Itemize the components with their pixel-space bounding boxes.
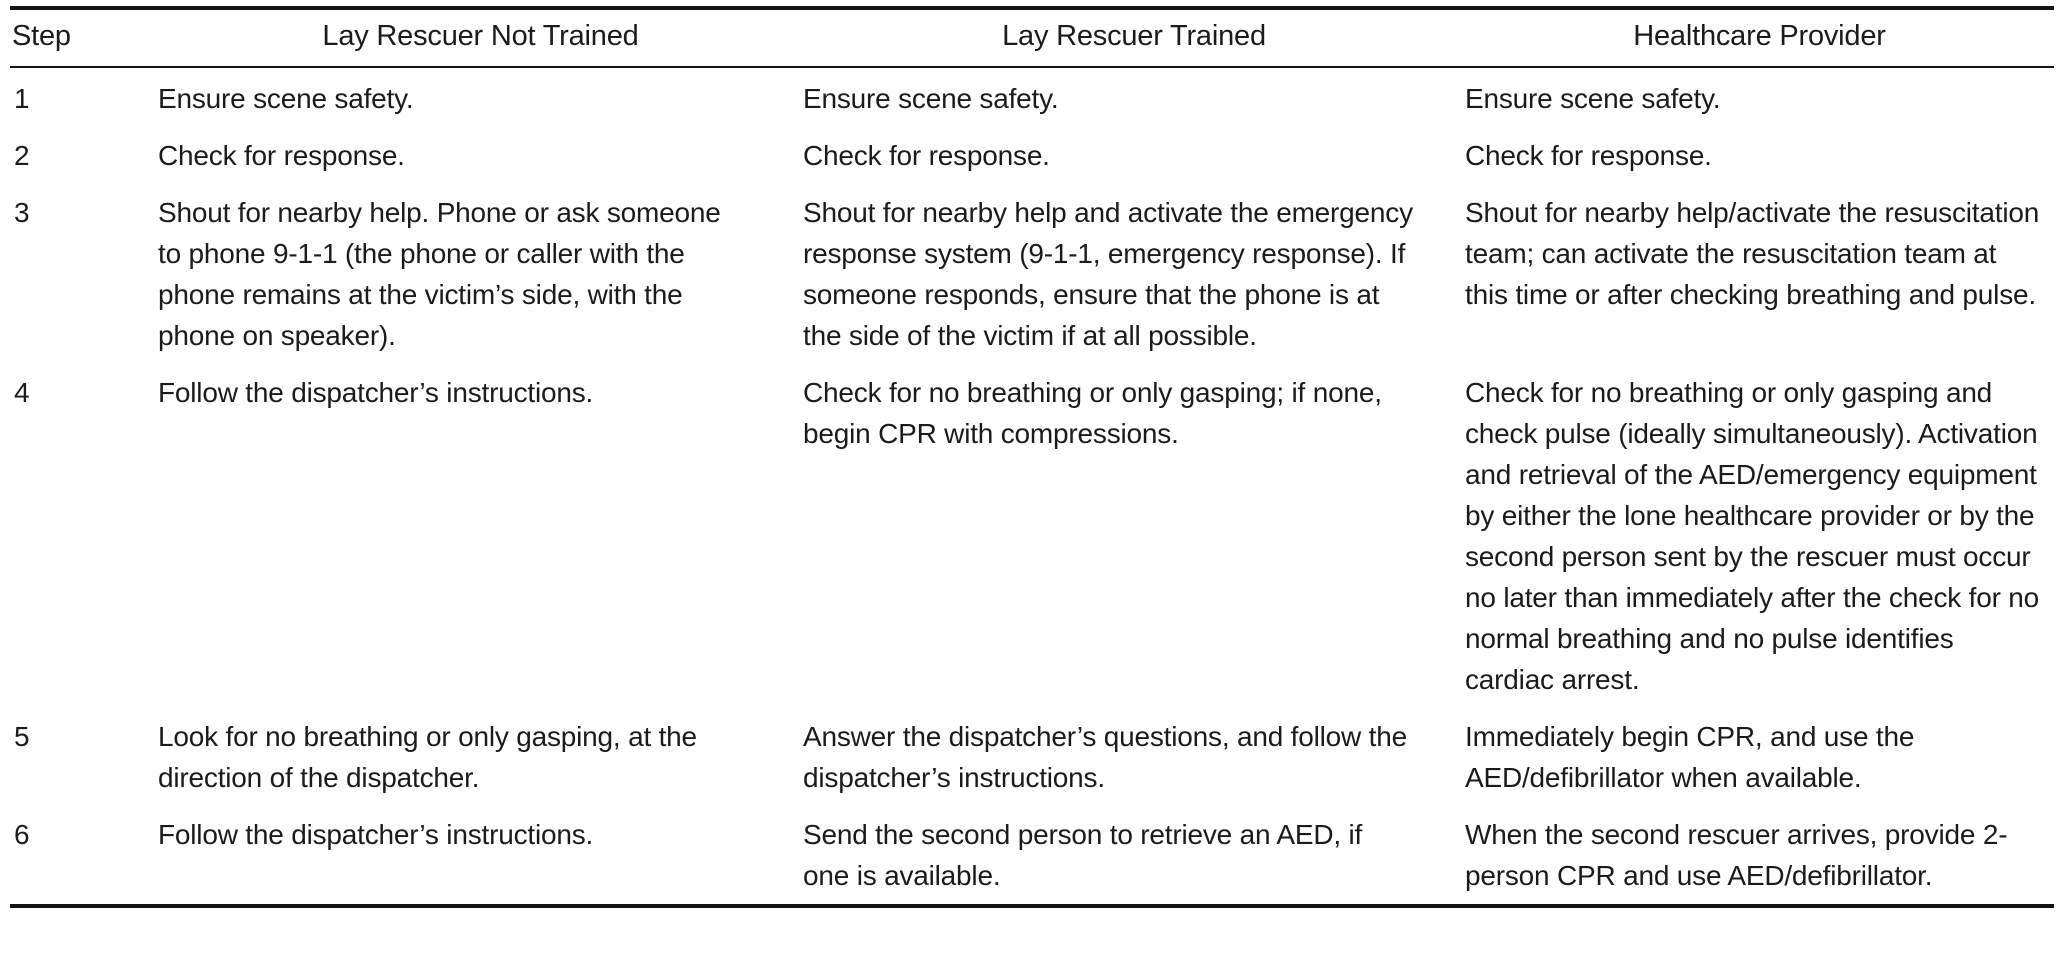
- cell-lay-rescuer-trained: Check for no breathing or only gasping; if none, begin CPR with compressions.: [803, 377, 1382, 449]
- table-row: [10, 67, 2054, 127]
- column-header-healthcare-provider: Healthcare Provider: [1465, 8, 2054, 67]
- step-number: 3: [14, 197, 30, 228]
- cpr-steps-table: [10, 6, 2054, 908]
- cell-healthcare-provider: Check for no breathing or only gasping and check pulse (ideally simultaneously). Activation and retrieval of the AED/emergency equipment by either the lone healthcare provider or by the second person sent by the rescuer must occur no later than immediately after the check for no normal breathing and no pulse identifies cardiac arrest.: [1465, 377, 2040, 695]
- cell-healthcare-provider: When the second rescuer arrives, provide 2-person CPR and use AED/defibrillator.: [1465, 819, 2008, 891]
- step-number: 2: [14, 140, 30, 171]
- step-number: 4: [14, 377, 30, 408]
- cell-lay-rescuer-not-trained: Look for no breathing or only gasping, at the direction of the dispatcher.: [158, 721, 697, 793]
- cell-lay-rescuer-not-trained: Follow the dispatcher’s instructions.: [158, 819, 594, 850]
- cell-healthcare-provider: Shout for nearby help/activate the resuscitation team; can activate the resuscitation team at this time or after checking breathing and pulse.: [1465, 197, 2040, 310]
- table-row: [10, 184, 2054, 364]
- table-row: [10, 806, 2054, 906]
- cell-lay-rescuer-trained: Answer the dispatcher’s questions, and follow the dispatcher’s instructions.: [803, 721, 1407, 793]
- cell-healthcare-provider: Check for response.: [1465, 140, 1712, 171]
- step-number: 1: [14, 83, 30, 114]
- step-number: 5: [14, 721, 30, 752]
- cell-lay-rescuer-not-trained: Shout for nearby help. Phone or ask someone to phone 9-1-1 (the phone or caller with the phone remains at the victim’s side, with the phone on speaker).: [158, 197, 721, 351]
- step-number: 6: [14, 819, 30, 850]
- cell-lay-rescuer-not-trained: Check for response.: [158, 140, 405, 171]
- header-row: [10, 8, 2054, 67]
- column-header-lay-rescuer-trained: Lay Rescuer Trained: [803, 8, 1465, 67]
- cell-healthcare-provider: Ensure scene safety.: [1465, 83, 1721, 114]
- table-row: [10, 708, 2054, 806]
- cell-lay-rescuer-trained: Shout for nearby help and activate the emergency response system (9-1-1, emergency response). If someone responds, ensure that the phone is at the side of the victim if at all possible.: [803, 197, 1413, 351]
- column-header-step: Step: [10, 8, 158, 67]
- cell-lay-rescuer-not-trained: Follow the dispatcher’s instructions.: [158, 377, 594, 408]
- cell-lay-rescuer-not-trained: Ensure scene safety.: [158, 83, 414, 114]
- table-row: [10, 364, 2054, 708]
- cell-healthcare-provider: Immediately begin CPR, and use the AED/defibrillator when available.: [1465, 721, 1915, 793]
- cell-lay-rescuer-trained: Send the second person to retrieve an AED, if one is available.: [803, 819, 1363, 891]
- cell-lay-rescuer-trained: Check for response.: [803, 140, 1050, 171]
- table-row: [10, 127, 2054, 184]
- cell-lay-rescuer-trained: Ensure scene safety.: [803, 83, 1059, 114]
- column-header-lay-rescuer-not-trained: Lay Rescuer Not Trained: [158, 8, 803, 67]
